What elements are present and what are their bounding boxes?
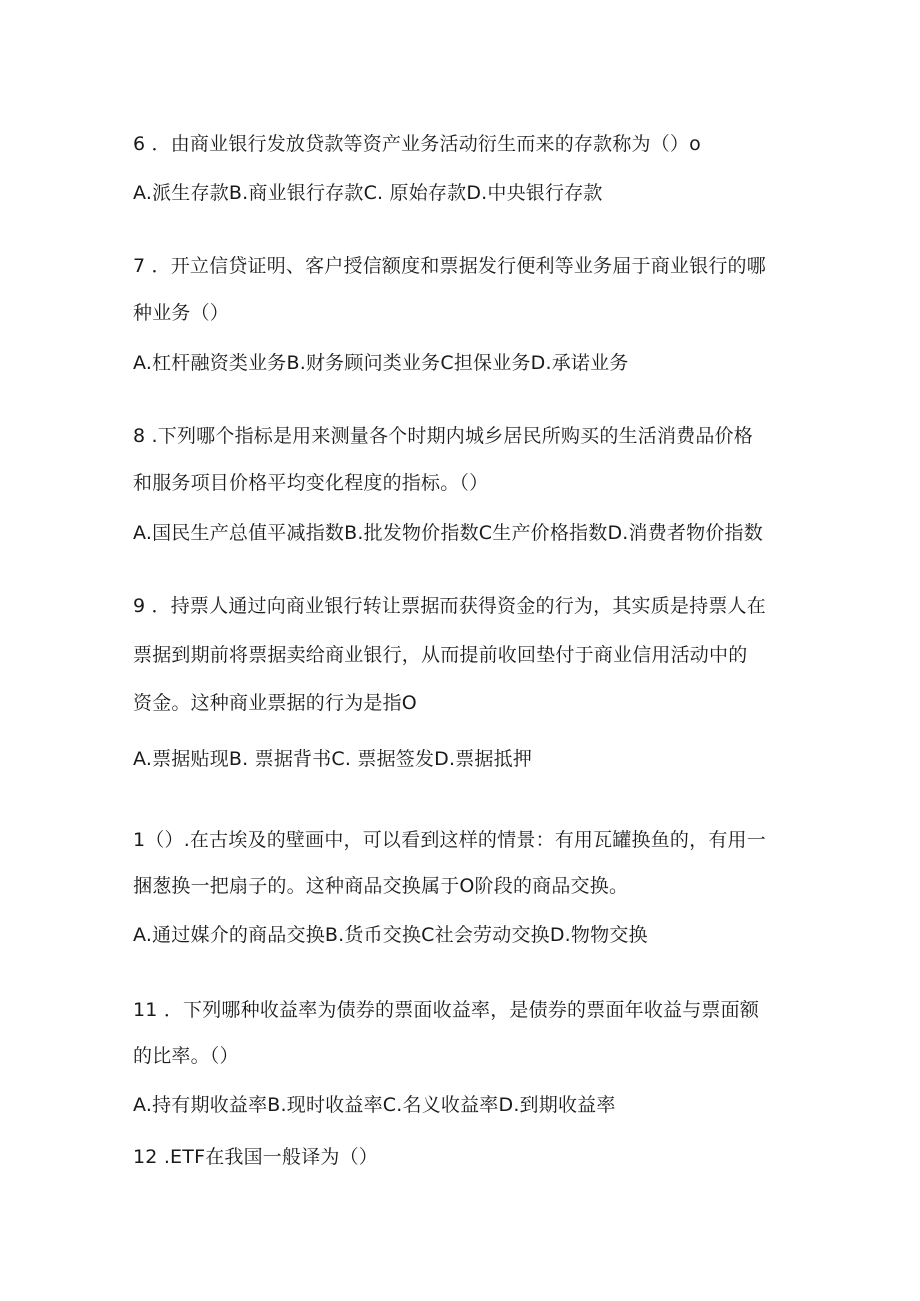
question-12-line-1: 12 .ETF在我国一般译为（） (133, 1146, 378, 1168)
question-7-options: A.杠杆融资类业务B.财务顾问类业务C担保业务D.承诺业务 (133, 352, 629, 374)
question-10-line-1: 1（）.在古埃及的壁画中，可以看到这样的情景：有用瓦罐换鱼的，有用一 (133, 829, 766, 851)
question-10-options: A.通过媒介的商品交换B.货币交换C社会劳动交换D.物物交换 (133, 924, 648, 946)
question-6-options: A.派生存款B.商业银行存款C. 原始存款D.中央银行存款 (133, 182, 603, 204)
question-11-options: A.持有期收益率B.现时收益率C.名义收益率D.到期收益率 (133, 1094, 616, 1116)
question-8-options: A.国民生产总值平减指数B.批发物价指数C生产价格指数D.消费者物价指数 (133, 522, 763, 544)
question-7-line-1: 7 ．开立信贷证明、客户授信额度和票据发行便利等业务届于商业银行的哪 (133, 255, 766, 277)
question-11-line-1: 11 ．下列哪种收益率为债券的票面收益率，是债券的票面年收益与票面额 (133, 999, 760, 1021)
question-9-line-1: 9 ．持票人通过向商业银行转让票据而获得资金的行为，其实质是持票人在 (133, 595, 766, 617)
question-6-line-1: 6 ．由商业银行发放贷款等资产业务活动衍生而来的存款称为（）o (133, 133, 701, 155)
question-10-line-2: 捆葱换一把扇子的。这种商品交换属于O阶段的商品交换。 (133, 875, 629, 897)
question-8-line-1: 8 .下列哪个指标是用来测量各个时期内城乡居民所购买的生活消费品价格 (133, 425, 753, 447)
question-11-line-2: 的比率。（） (133, 1045, 239, 1067)
question-8-line-2: 和服务项目价格平均变化程度的指标。（） (133, 472, 489, 494)
question-9-options: A.票据贴现B. 票据背书C. 票据签发D.票据抵押 (133, 748, 533, 770)
question-9-line-2: 票据到期前将票据卖给商业银行，从而提前收回垫付于商业信用活动中的 (133, 644, 748, 666)
question-7-line-2: 种业务（） (133, 302, 230, 324)
question-9-line-3: 资金。这种商业票据的行为是指O (133, 692, 417, 714)
